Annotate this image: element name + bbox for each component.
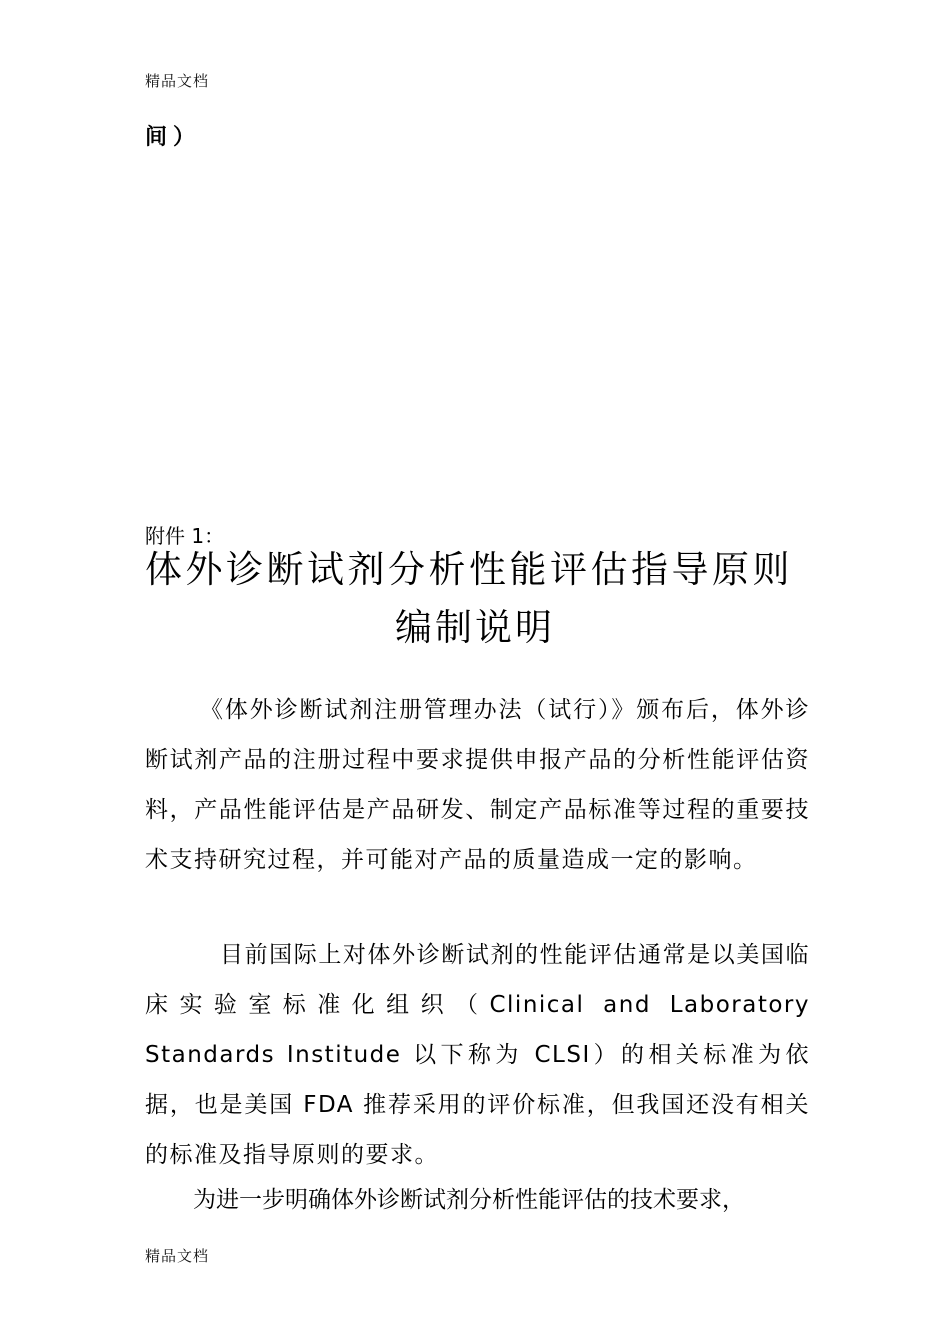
document-title-line-2: 编制说明: [395, 606, 555, 649]
page-header: 精品文档: [145, 72, 210, 90]
attachment-label: 附件 1：: [145, 524, 225, 548]
body-paragraph-1: 《体外诊断试剂注册管理办法（试行）》颁布后，体外诊断试剂产品的注册过程中要求提供申报产品的分析性能评估资料，产品性能评估是产品研发、制定产品标准等过程的重要技术支持研究过程，并可能对产品的质量造成一定的影响。: [145, 697, 810, 873]
page-footer: 精品文档: [145, 1247, 210, 1265]
body-paragraph-2: 目前国际上对体外诊断试剂的性能评估通常是以美国临床实验室标准化组织（Clinical and Laboratory Standards Institude 以下称为 CLSI）的相关标准为依据，也是美国 FDA 推荐采用的评价标准，但我国还没有相关的标准及指导原则的要求。: [145, 942, 810, 1168]
continued-text-fragment: 间）: [145, 125, 202, 150]
document-title-line-1: 体外诊断试剂分析性能评估指导原则: [145, 548, 793, 591]
body-paragraph-3: 为进一步明确体外诊断试剂分析性能评估的技术要求，: [193, 1187, 745, 1213]
